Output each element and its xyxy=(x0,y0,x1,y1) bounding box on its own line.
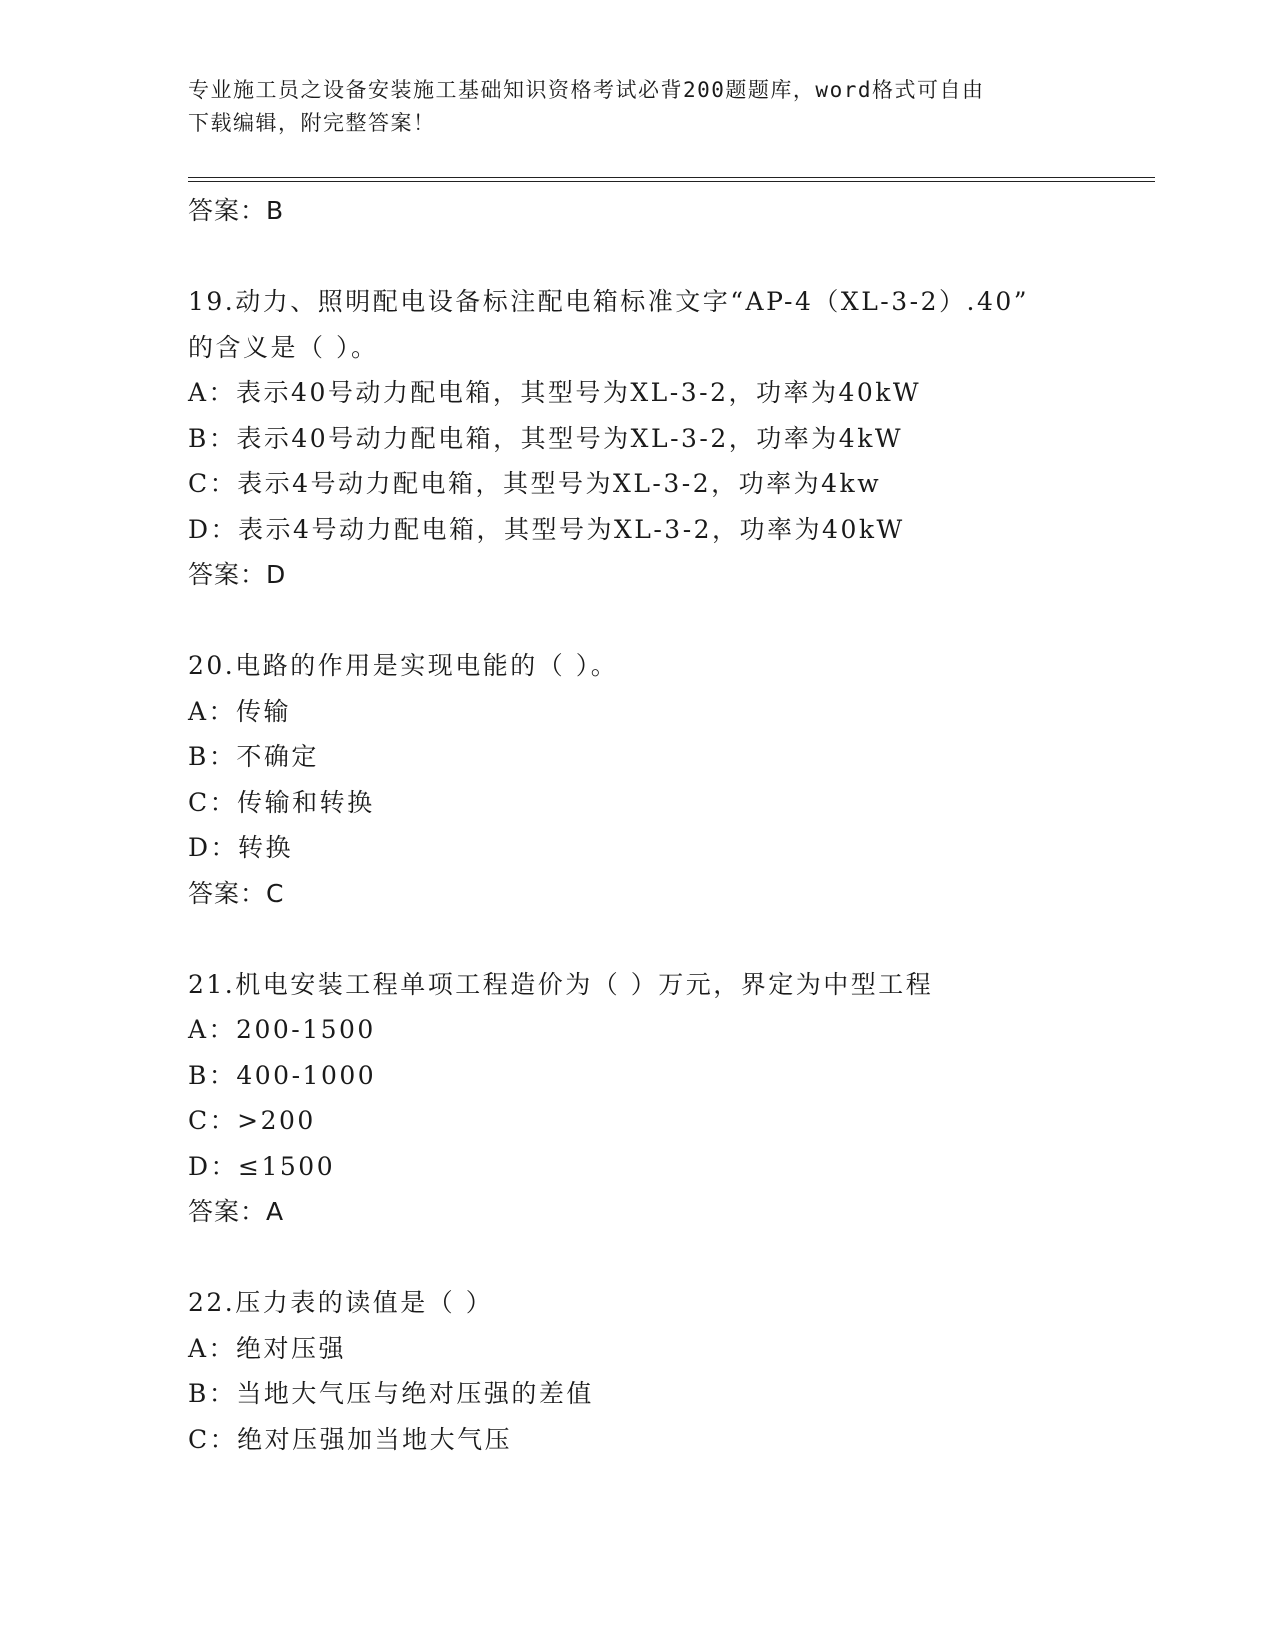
option-a: A：表示40号动力配电箱，其型号为XL-3-2，功率为40kW xyxy=(188,378,922,407)
question-stem: 19.动力、照明配电设备标注配电箱标准文字“AP-4（XL-3-2）.40” xyxy=(188,287,1030,316)
spacer xyxy=(188,234,1088,280)
spacer xyxy=(188,598,1088,644)
question-stem: 21.机电安装工程单项工程造价为（ ）万元，界定为中型工程 xyxy=(188,969,934,999)
answer-line: 答案：A xyxy=(188,1197,285,1226)
option-b: B：表示40号动力配电箱，其型号为XL-3-2，功率为4kW xyxy=(188,423,904,453)
spacer xyxy=(188,1235,1088,1281)
question-stem: 20.电路的作用是实现电能的（ ）。 xyxy=(188,651,619,680)
header-line-2: 下载编辑，附完整答案！ xyxy=(188,111,436,135)
previous-answer: 答案：B xyxy=(188,196,285,225)
spacer xyxy=(188,916,1088,962)
option-c: C：绝对压强加当地大气压 xyxy=(188,1424,513,1454)
option-d: D：表示4号动力配电箱，其型号为XL-3-2，功率为40kW xyxy=(188,514,905,544)
header-divider xyxy=(188,177,1155,182)
option-a: A：200-1500 xyxy=(188,1015,376,1044)
question-19 xyxy=(188,279,1088,598)
question-list xyxy=(188,188,1088,1462)
option-a: A：传输 xyxy=(188,696,292,726)
document-header xyxy=(188,74,1068,140)
option-c: C：>200 xyxy=(188,1106,316,1135)
header-line-1: 专业施工员之设备安装施工基础知识资格考试必背200题题库，word格式可自由 xyxy=(188,78,985,102)
question-stem: 22.压力表的读值是（ ） xyxy=(188,1288,494,1317)
answer-line: 答案：D xyxy=(188,560,287,589)
question-22 xyxy=(188,1280,1088,1462)
answer-line: 答案：C xyxy=(188,878,285,908)
question-21 xyxy=(188,962,1088,1235)
question-20 xyxy=(188,643,1088,916)
option-c: C：表示4号动力配电箱，其型号为XL-3-2，功率为4kw xyxy=(188,469,882,498)
option-d: D：转换 xyxy=(188,833,294,862)
option-c: C：传输和转换 xyxy=(188,787,375,817)
option-b: B：400-1000 xyxy=(188,1060,377,1090)
option-a: A：绝对压强 xyxy=(188,1333,347,1363)
question-stem-cont: 的含义是（ ）。 xyxy=(188,332,379,362)
option-b: B：当地大气压与绝对压强的差值 xyxy=(188,1379,594,1408)
option-b: B：不确定 xyxy=(188,742,319,771)
option-d: D：≤1500 xyxy=(188,1151,336,1181)
